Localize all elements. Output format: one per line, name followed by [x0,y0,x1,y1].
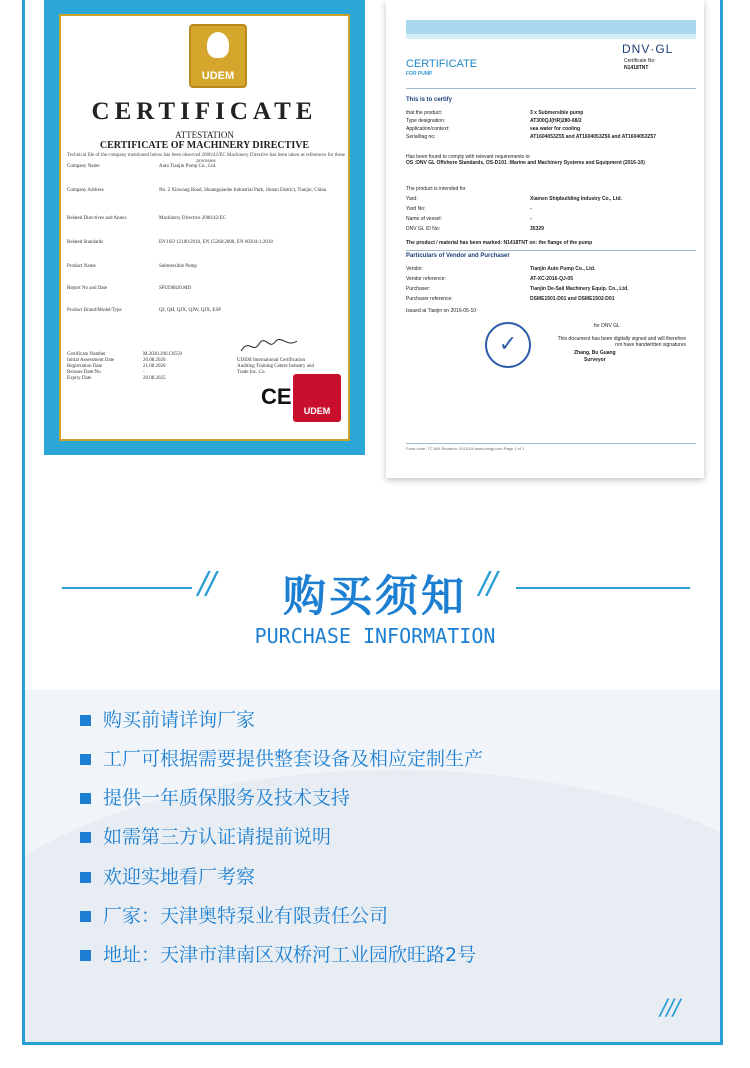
corner-slashes: /// [660,996,680,1021]
bullet-square-icon [80,911,91,922]
bullet-square-icon [80,793,91,804]
dnv-certno-label: Certificate No: [624,58,656,64]
bullet-square-icon [80,715,91,726]
udem-subtitle: CERTIFICATE OF MACHINERY DIRECTIVE [99,140,310,151]
dnv-divider [406,88,696,89]
heading-slash-right: // [479,566,496,601]
udem-certificate: UDEM CERTIFICATE ATTESTATION CERTIFICATE OF MACHINERY DIRECTIVE Technical file of the company mentioned below has been observed 2006/42/EC Machinery Directive has been taken as references for these processes Company Name Auto Tianjin Pump Co., Ltd. Company Address No. 2 Xinwang Road, Shuangqiaohe Industrial Park, Jinnan District, Tianjin, China Related Directives and Annex Machinery Directive 2006/42/EC Related Standards EN ISO 12100:2010, EN 15268:2008, EN 60204-1:2018 Product Name Submersible Pump Report No and Date SPUD0820.MD Product Brand/Model/Type QJ, QH, QJX, QJW, QJX, ESP Certificate Number M.2020.206.C8550 Initial Assessment Date 20.08.2020 Registration Date 21.08.2020 Reissue Date/No - Expiry Date 20.08.2025 UDEM International Certification Auditing Training Centre Industry and Trade Inc. Co. CE UDEM [44,0,365,455]
dnv-certno: N1418TNT [624,65,649,71]
dnv-intended: The product is intended for [406,186,466,192]
bullet-square-icon [80,754,91,765]
section-title: 购买须知 [283,572,467,622]
dnv-complied: Has been found to comply with relevant requirements in: [406,154,531,160]
dnv-certify: This is to certify [406,97,453,103]
dnv-particulars: Particulars of Vendor and Purchaser [406,253,510,259]
dnv-surveyor-title: Surveyor [584,357,606,363]
ce-mark: CE [261,384,292,409]
dnv-marked: The product / material has been marked: N1418TNT on: the flange of the pump [406,240,593,246]
dnv-logo: DNV·GL [622,42,674,56]
dnv-for: for DNV GL [594,323,620,329]
dnv-for-pump: FOR PUMP [406,71,433,77]
bullet-square-icon [80,950,91,961]
dnv-header-bar [406,20,696,34]
bullet-square-icon [80,872,91,883]
dnv-title: CERTIFICATE [406,58,478,70]
heading-line-right [516,587,690,589]
section-subtitle: PURCHASE INFORMATION [254,624,496,648]
dnv-surveyor-name: Zhang, Bu Guang [574,350,616,356]
dnv-issued: Issued at Tianjin on 2016-05-10 [406,308,477,314]
heading-slash-left: // [198,566,215,601]
dnv-divider [406,443,696,444]
udem-intro: Technical file of the company mentioned below has been observed 2006/42/EC Machinery Directive has been taken as references for these processes [67,153,346,164]
udem-signer: UDEM International Certification Auditing Training Centre Industry and Trade Inc. Co. [237,358,314,375]
udem-badge-icon: UDEM [293,374,341,422]
signature-icon [239,336,299,356]
bullet-square-icon [80,832,91,843]
dnv-certificate: DNV·GL CERTIFICATE FOR PUMP Certificate No: N1418TNT This is to certify that the product: 3 x Submersible pump Type designation: AT300QJ(HR)280-68/2 Application/context: sea water for cooling Serial/tag no: AT1604053Z55 and AT1604053Z56 and AT1604053Z57 Has been found to comply with relevant requirements in: OS :DNV GL Offshore Standards, OS-D101 :Marine and Machinery Systems and Equipment (2016-10) The product is intended for Yard: Xiamen Shipbuilding Industry Co., Ltd. Yard No: - Name of vessel: - DNV GL ID No: 35329 The product / material has been marked: N1418TNT on: the flange of the pump Particulars of Vendor and Purchaser Vendor: Tianjin Auto Pump Co., Ltd. Vendor reference: AT-XC-2016-QJ-05 Purchaser: Tianjin De-Sail Machinery Equip. Co., Ltd. Purchaser reference: DSME1501-D01 and DSME1502-D01 Issued at Tianjin on 2016-05-10 ✓ for DNV GL This document has been digitally signed and will therefore not have handwritten signatures Zhang, Bu Guang Surveyor Form code: TC 604 Revision: 2015-04 www.dnvgl.com Page 1 of 1 [386,0,704,478]
dnv-stamp-icon: ✓ [485,322,531,368]
udem-attestation: ATTESTATION [175,130,234,140]
dnv-header-bar-light [406,34,696,39]
udem-lion-logo-icon: UDEM [189,24,247,88]
udem-title: CERTIFICATE [91,98,318,125]
dnv-divider [406,250,696,251]
dnv-digital: This document has been digitally signed and will therefore not have handwritten signatures [557,336,686,348]
dnv-standards: OS :DNV GL Offshore Standards, OS-D101 :Marine and Machinery Systems and Equipment (2016-10) [406,160,645,166]
dnv-footer: Form code: TC 604 Revision: 2015-04 www.dnvgl.com Page 1 of 1 [406,446,525,451]
